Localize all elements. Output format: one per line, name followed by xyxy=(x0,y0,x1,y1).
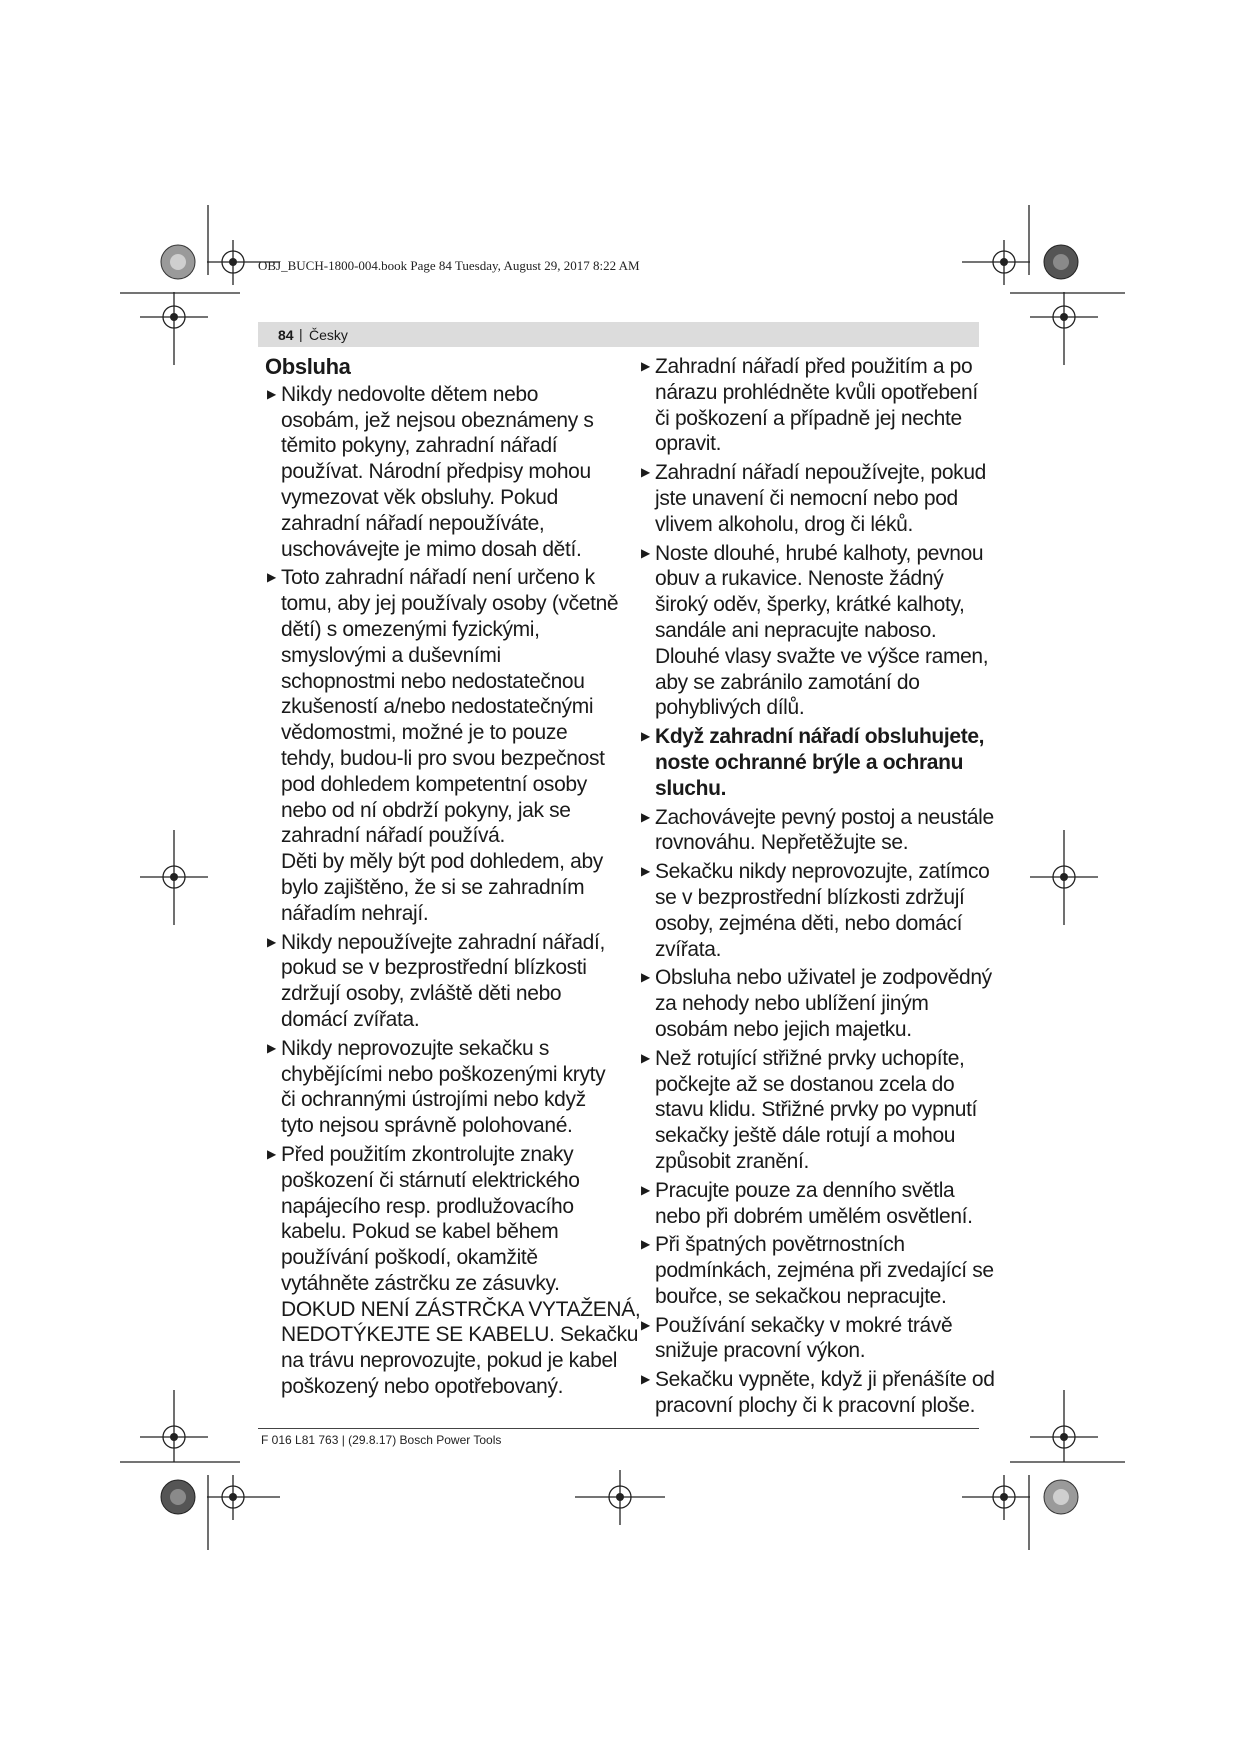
footer-rule xyxy=(258,1428,979,1429)
bullet-triangle-icon: ▶ xyxy=(641,465,650,480)
bullet-line: uschovávejte je mimo dosah dětí. xyxy=(281,537,582,561)
footer-text: F 016 L81 763 | (29.8.17) Bosch Power Tools xyxy=(261,1433,502,1447)
bullet-line: osoby, zejména děti, nebo domácí xyxy=(655,911,963,935)
bullet-line: způsobit zranění. xyxy=(655,1149,809,1173)
page-header xyxy=(258,322,979,347)
bullet-line: tyto nejsou správně polohované. xyxy=(281,1114,573,1138)
bullet-item xyxy=(265,565,620,926)
bullet-item xyxy=(265,930,620,1033)
bullet-line: opravit. xyxy=(655,432,722,456)
bullet-line: široký oděv, šperky, krátké kalhoty, xyxy=(655,593,965,617)
bullet-line: DOKUD NENÍ ZÁSTRČKA VYTAŽENÁ, xyxy=(281,1297,641,1321)
bullet-line: vlivem alkoholu, drog či léků. xyxy=(655,512,913,536)
bullet-item xyxy=(639,1046,984,1175)
bullet-triangle-icon: ▶ xyxy=(641,545,650,560)
bullet-line: Když zahradní nářadí obsluhujete, xyxy=(655,725,985,749)
bullet-line: NEDOTÝKEJTE SE KABELU. Sekačku xyxy=(281,1323,639,1347)
bullet-triangle-icon: ▶ xyxy=(641,1372,650,1387)
bullet-line: používání poškodí, okamžitě xyxy=(281,1246,538,1270)
bullet-line: tomu, aby jej používaly osoby (včetně xyxy=(281,592,619,616)
left-column xyxy=(265,354,641,1403)
bullet-line: Dlouhé vlasy svažte ve výšce ramen, xyxy=(655,644,989,668)
bullet-line: Obsluha nebo uživatel je zodpovědný xyxy=(655,966,992,990)
bullet-line: se v bezprostřední blízkosti zdržují xyxy=(655,885,965,909)
bullet-line: chybějícími nebo poškozenými kryty xyxy=(281,1062,606,1086)
bullet-line: zahradní nářadí používá. xyxy=(281,824,505,848)
bullet-line: nárazu prohlédněte kvůli opotřebení xyxy=(655,380,978,404)
bullet-line: sandále ani nepracujte naboso. xyxy=(655,618,937,642)
bullet-line: či ochrannými ústrojími nebo když xyxy=(281,1088,586,1112)
bullet-item xyxy=(265,1142,641,1400)
bullet-triangle-icon: ▶ xyxy=(641,1182,650,1197)
bullet-line: zkušeností a/nebo nedostatečnými xyxy=(281,695,594,719)
bullet-line: schopnostmi nebo nedostatečnou xyxy=(281,669,585,693)
bullet-triangle-icon: ▶ xyxy=(641,970,650,985)
bullet-line: aby se zabránilo zamotání do xyxy=(655,670,920,694)
bullet-line: zvířata. xyxy=(655,937,722,961)
bullet-triangle-icon: ▶ xyxy=(267,386,276,401)
bullet-line: Toto zahradní nářadí není určeno k xyxy=(281,566,595,590)
bullet-item xyxy=(639,805,994,857)
page-number: 84 xyxy=(278,327,294,343)
bullet-line: počkejte až se dostanou zcela do xyxy=(655,1072,955,1096)
bullet-item xyxy=(639,859,990,962)
bullet-line: dětí) s omezenými fyzickými, xyxy=(281,617,540,641)
header-separator: | xyxy=(299,326,303,342)
bullet-line: Nikdy nepoužívejte zahradní nářadí, xyxy=(281,930,605,954)
bullet-line: Noste dlouhé, hrubé kalhoty, pevnou xyxy=(655,541,984,565)
bullet-item xyxy=(639,724,984,801)
bullet-line: obuv a rukavice. Nenoste žádný xyxy=(655,567,944,591)
bullet-line: bouřce, se sekačkou nepracujte. xyxy=(655,1284,947,1308)
bullet-line: zdržují osoby, zvláště děti nebo xyxy=(281,982,562,1006)
bullet-line: za nehody nebo ublížení jiným xyxy=(655,992,929,1016)
bullet-line: Zachovávejte pevný postoj a neustále xyxy=(655,805,994,829)
bullet-triangle-icon: ▶ xyxy=(641,729,650,744)
left-items xyxy=(265,382,641,1400)
section-heading: Obsluha xyxy=(265,354,351,379)
bullet-line: nebo při dobrém umělém osvětlení. xyxy=(655,1204,973,1228)
bullet-line: vymezovat věk obsluhy. Pokud xyxy=(281,485,558,509)
bullet-item xyxy=(639,1232,994,1309)
bullet-triangle-icon: ▶ xyxy=(267,1040,276,1055)
bullet-line: nebo od ní obdrží pokyny, jak se xyxy=(281,798,571,822)
right-column xyxy=(639,354,995,1422)
bullet-triangle-icon: ▶ xyxy=(641,359,650,373)
bullet-line: na trávu neprovozujte, pokud je kabel xyxy=(281,1349,618,1373)
bullet-triangle-icon: ▶ xyxy=(267,570,276,585)
bullet-line: vytáhněte zástrčku ze zásuvky. xyxy=(281,1271,560,1295)
bullet-line: Děti by měly být pod dohledem, aby xyxy=(281,850,603,874)
bullet-line: Zahradní nářadí před použitím a po xyxy=(655,355,973,378)
header-language: Česky xyxy=(309,327,348,343)
bullet-line: sluchu. xyxy=(655,776,727,800)
bullet-line: poškození či stárnutí elektrického xyxy=(281,1168,580,1192)
bullet-line: bylo zajištěno, že si se zahradním xyxy=(281,875,585,899)
bullet-item xyxy=(639,541,989,722)
bullet-line: Při špatných povětrnostních xyxy=(655,1233,905,1257)
bullet-line: osobám nebo jejich majetku. xyxy=(655,1017,912,1041)
bullet-line: nářadím nehrají. xyxy=(281,901,429,925)
bullet-item xyxy=(639,1367,995,1419)
bullet-triangle-icon: ▶ xyxy=(267,1146,276,1161)
bullet-line: Sekačku nikdy neprovozujte, zatímco xyxy=(655,860,990,884)
bullet-triangle-icon: ▶ xyxy=(641,1317,650,1332)
book-info: OBJ_BUCH-1800-004.book Page 84 Tuesday, August 29, 2017 8:22 AM xyxy=(258,258,640,273)
right-items xyxy=(639,354,995,1419)
bullet-triangle-icon: ▶ xyxy=(641,1050,650,1065)
bullet-line: noste ochranné brýle a ochranu xyxy=(655,750,964,774)
bullet-line: vědomostmi, možné je to pouze xyxy=(281,721,568,745)
bullet-triangle-icon: ▶ xyxy=(267,934,276,949)
bullet-line: tehdy, budou-li pro svou bezpečnost xyxy=(281,746,605,770)
bullet-item xyxy=(639,1313,984,1365)
bullet-line: pokud se v bezprostřední blízkosti xyxy=(281,956,587,980)
bullet-triangle-icon: ▶ xyxy=(641,809,650,824)
bullet-line: snižuje pracovní výkon. xyxy=(655,1339,866,1363)
bullet-item xyxy=(639,1178,984,1230)
bullet-line: jste unavení či nemocní nebo pod xyxy=(655,486,958,510)
bullet-line: osobám, jež nejsou obeznámeny s xyxy=(281,408,594,432)
bullet-item xyxy=(639,965,992,1042)
bullet-triangle-icon: ▶ xyxy=(641,1237,650,1252)
bullet-line: Sekačku vypněte, když ji přenášíte od xyxy=(655,1368,995,1392)
bullet-line: Pracujte pouze za denního světla xyxy=(655,1178,955,1202)
bullet-line: těmito pokyny, zahradní nářadí xyxy=(281,434,558,458)
bullet-line: Nikdy nedovolte dětem nebo xyxy=(281,382,539,406)
bullet-item xyxy=(639,354,984,457)
bullet-line: Než rotující střižné prvky uchopíte, xyxy=(655,1046,965,1070)
bullet-line: rovnováhu. Nepřetěžujte se. xyxy=(655,831,909,855)
bullet-line: Zahradní nářadí nepoužívejte, pokud xyxy=(655,461,986,485)
bullet-line: Před použitím zkontrolujte znaky xyxy=(281,1142,574,1166)
bullet-line: zahradní nářadí nepoužíváte, xyxy=(281,511,545,535)
bullet-item xyxy=(639,460,984,537)
bullet-item xyxy=(265,382,620,563)
bullet-line: stavu klidu. Střižné prvky po vypnutí xyxy=(655,1098,978,1122)
bullet-line: pracovní plochy či k pracovní ploše. xyxy=(655,1394,976,1418)
bullet-line: smyslovými a duševními xyxy=(281,643,501,667)
bullet-line: Nikdy neprovozujte sekačku s xyxy=(281,1036,549,1060)
bullet-line: Používání sekačky v mokré trávě xyxy=(655,1313,953,1337)
bullet-line: pod dohledem kompetentní osoby xyxy=(281,772,587,796)
bullet-line: či poškození a případně jej nechte xyxy=(655,406,962,430)
bullet-item xyxy=(265,1036,620,1139)
bullet-line: kabelu. Pokud se kabel během xyxy=(281,1220,559,1244)
bullet-line: pohyblivých dílů. xyxy=(655,696,805,720)
bullet-triangle-icon: ▶ xyxy=(641,864,650,879)
bullet-line: poškozený nebo opotřebovaný. xyxy=(281,1375,564,1399)
bullet-line: napájecího resp. prodlužovacího xyxy=(281,1194,574,1218)
bullet-line: podmínkách, zejména při zvedající se xyxy=(655,1259,994,1283)
bullet-line: sekačky ještě dále rotují a mohou xyxy=(655,1124,956,1148)
bullet-line: domácí zvířata. xyxy=(281,1007,420,1031)
bullet-line: používat. Národní předpisy mohou xyxy=(281,460,591,484)
